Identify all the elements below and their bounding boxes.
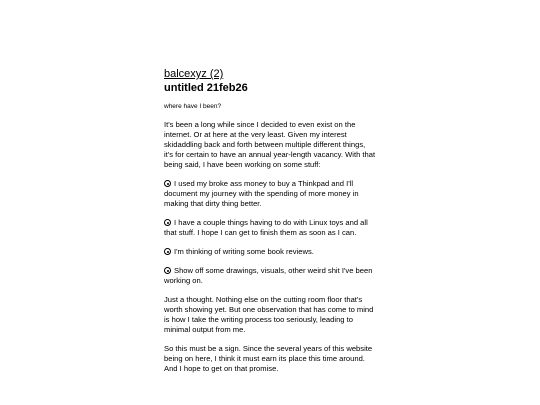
list-item-text: Show off some drawings, visuals, other weird shit I've been working on. [164,266,373,285]
closing-paragraph: So this must be a sign. Since the several years of this website being on here, I think it must earn its place this time around. And I hope to get on that promise. [164,344,373,373]
post-title: untitled 21feb26 [164,82,248,94]
list-item-text: I'm thinking of writing some book reviews. [174,247,314,256]
author-link[interactable]: balcexyz (2) [164,68,224,80]
bullet-icon [164,180,171,187]
list-item [164,218,376,238]
list-item-text: I have a couple things having to do with Linux toys and all that stuff. I hope I can get to finish them as soon as I can. [164,218,368,237]
intro-paragraph: It's been a long while since I decided to even exist on the internet. Or at here at the very least. Given my interest skidaddling back and forth between multiple different things, it's for certain to have an annual year-length vacancy. With that being said, I have been working on some stuff: [164,120,376,169]
closing-paragraph: Just a thought. Nothing else on the cutting room floor that's worth showing yet. But one observation that has come to mind is how I take the writing process too seriously, leading to minimal output from me. [164,295,374,334]
post-subtitle: where have I been? [164,103,222,110]
list-item-text: I used my broke ass money to buy a Thinkpad and I'll document my journey with the spending of more money in making that dirty thing better. [164,179,359,208]
bullet-icon [164,267,171,274]
list-item [164,179,376,209]
list-item [164,266,376,286]
post-container [164,64,376,383]
list-item [164,247,376,257]
bullet-icon [164,248,171,255]
bullet-icon [164,219,171,226]
